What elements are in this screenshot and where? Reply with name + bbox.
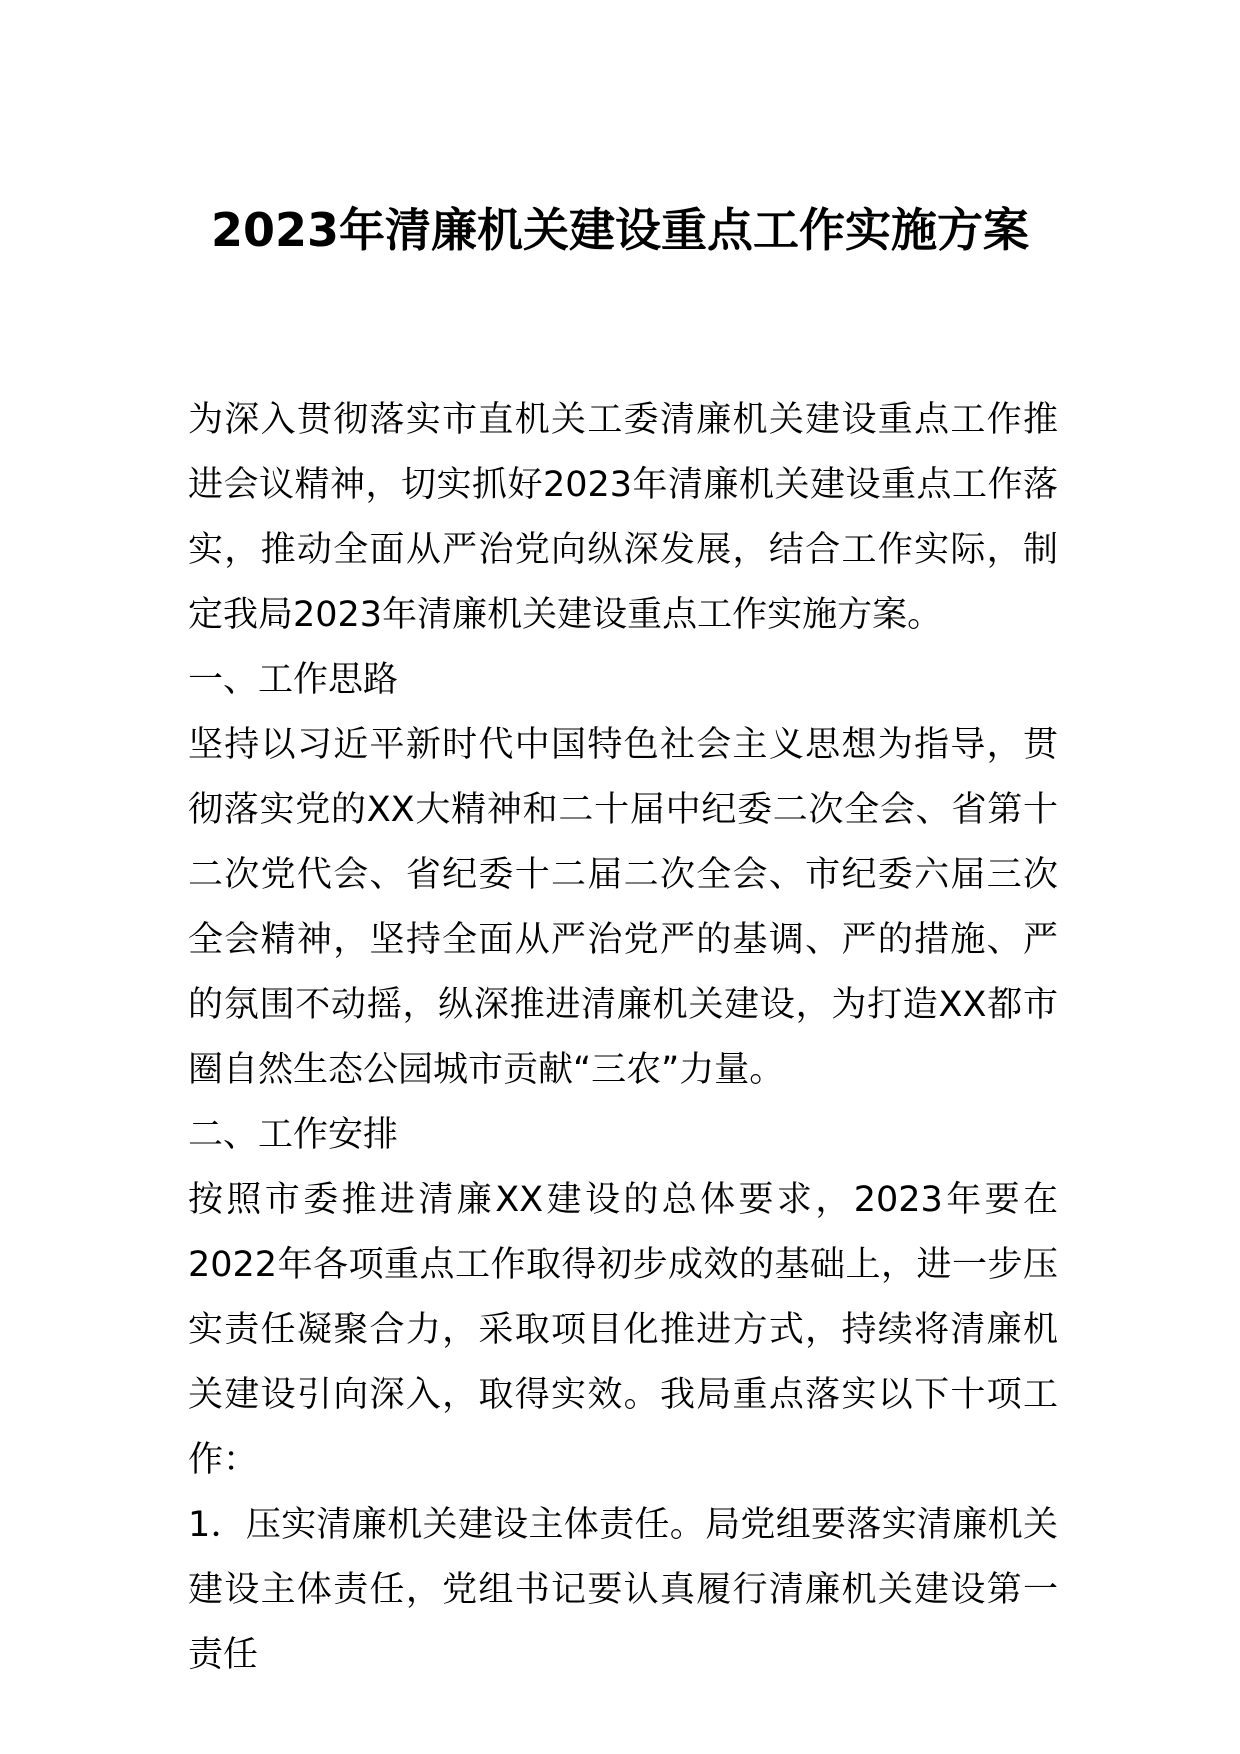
work-approach-paragraph: 坚持以习近平新时代中国特色社会主义思想为指导，贯彻落实党的XX大精神和二十届中纪委二次全会、省第十二次党代会、省纪委十二届二次全会、市纪委六届三次全会精神，坚持全面从严治党严的基调、严的措施、严的氛围不动摇，纵深推进清廉机关建设，为打造XX都市圈自然生态公园城市贡献“三农”力量。	[188, 725, 1058, 1090]
document-title: 2023年清廉机关建设重点工作实施方案	[210, 203, 1030, 257]
work-arrangement-paragraph: 按照市委推进清廉XX建设的总体要求，2023年要在2022年各项重点工作取得初步成效的基础上，进一步压实责任凝聚合力，采取项目化推进方式，持续将清廉机关建设引向深入，取得实效。我局重点落实以下十项工作：	[188, 1180, 1058, 1480]
intro-paragraph: 为深入贯彻落实市直机关工委清廉机关建设重点工作推进会议精神，切实抓好2023年清廉机关建设重点工作落实，推动全面从严治党向纵深发展，结合工作实际，制定我局2023年清廉机关建设重点工作实施方案。	[188, 400, 1058, 635]
document-body	[188, 388, 1058, 1688]
item-1-paragraph: 1．压实清廉机关建设主体责任。局党组要落实清廉机关建设主体责任，党组书记要认真履行清廉机关建设第一责任	[188, 1505, 1058, 1675]
section-heading-work-arrangement: 二、工作安排	[188, 1115, 399, 1155]
section-heading-work-approach: 一、工作思路	[188, 660, 399, 700]
